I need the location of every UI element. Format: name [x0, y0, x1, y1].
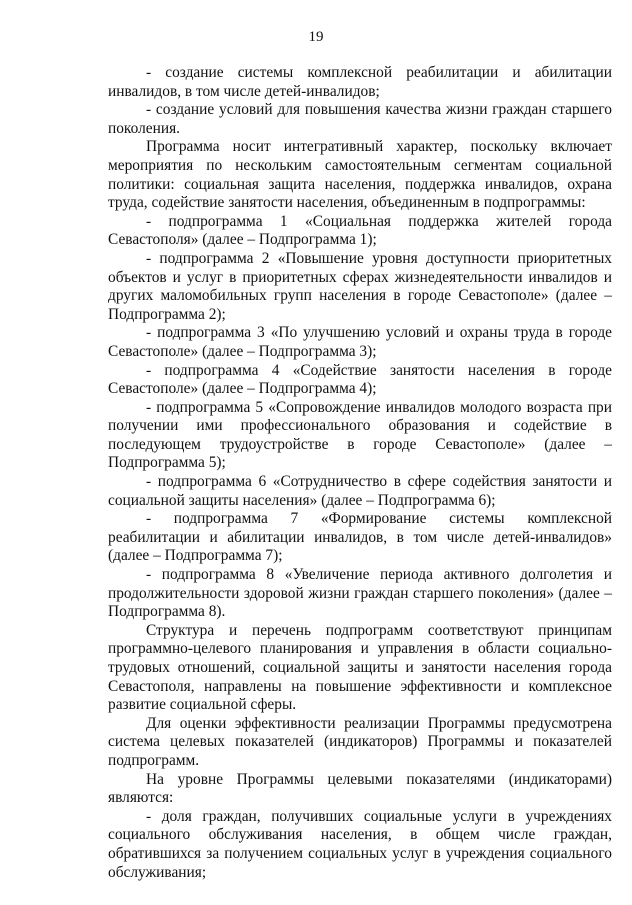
paragraph-structure: Структура и перечень подпрограмм соответствуют принципам программно-целевого планирования и управления в области социально-трудовых отношений, социальной защиты и занятости населения города Севастополя, направлены на повышение эффективности и комплексное развитие социальной сферы. [108, 621, 612, 714]
paragraph-subprogram-4: - подпрограмма 4 «Содействие занятости населения в городе Севастополе» (далее – Подпрограмма 4); [108, 361, 612, 398]
paragraph-goal-rehabilitation: - создание системы комплексной реабилитации и абилитации инвалидов, в том числе детей-инвалидов; [108, 64, 612, 100]
page-number: 19 [308, 29, 324, 45]
paragraph-subprogram-1: - подпрограмма 1 «Социальная поддержка жителей города Севастополя» (далее – Подпрограмма 1); [108, 212, 612, 249]
paragraph-subprogram-8: - подпрограмма 8 «Увеличение периода активного долголетия и продолжительности здоровой жизни граждан старшего поколения» (далее – Подпрограмма 8). [108, 566, 612, 621]
paragraph-subprogram-6: - подпрограмма 6 «Сотрудничество в сфере содействия занятости и социальной защиты населения» (далее – Подпрограмма 6); [108, 473, 612, 509]
paragraph-indicator-1: - доля граждан, получивших социальные услуги в учреждениях социального обслуживания населения, в общем числе граждан, обратившихся за получением социальных услуг в учреждения социального обслуживания; [108, 807, 612, 881]
document-body [108, 64, 612, 882]
paragraph-goal-elderly: - создание условий для повышения качества жизни граждан старшего поколения. [108, 101, 612, 137]
paragraph-subprogram-2: - подпрограмма 2 «Повышение уровня доступности приоритетных объектов и услуг в приоритетных сферах жизнедеятельности инвалидов и других маломобильных групп населения в городе Севастополе» (далее – Подпрограмма 2); [108, 249, 612, 323]
paragraph-evaluation: Для оценки эффективности реализации Программы предусмотрена система целевых показателей (индикаторов) Программы и показателей подпрограмм. [108, 714, 612, 769]
paragraph-subprogram-3: - подпрограмма 3 «По улучшению условий и охраны труда в городе Севастополе» (далее – Подпрограмма 3); [108, 324, 612, 360]
paragraph-indicators-intro: На уровне Программы целевыми показателями (индикаторами) являются: [108, 770, 612, 807]
paragraph-program-intro: Программа носит интегративный характер, поскольку включает мероприятия по нескольким самостоятельным сегментам социальной политики: социальная защита населения, поддержка инвалидов, охрана труда, содействие занятости населения, объединенным в подпрограммы: [108, 138, 612, 212]
paragraph-subprogram-7: - подпрограмма 7 «Формирование системы комплексной реабилитации и абилитации инвалидов, в том числе детей-инвалидов» (далее – Подпрограмма 7); [108, 510, 612, 565]
paragraph-subprogram-5: - подпрограмма 5 «Сопровождение инвалидов молодого возраста при получении ими профессионального образования и содействие в последующем трудоустройстве в городе Севастополе» (далее – Подпрограмма 5); [108, 398, 612, 472]
